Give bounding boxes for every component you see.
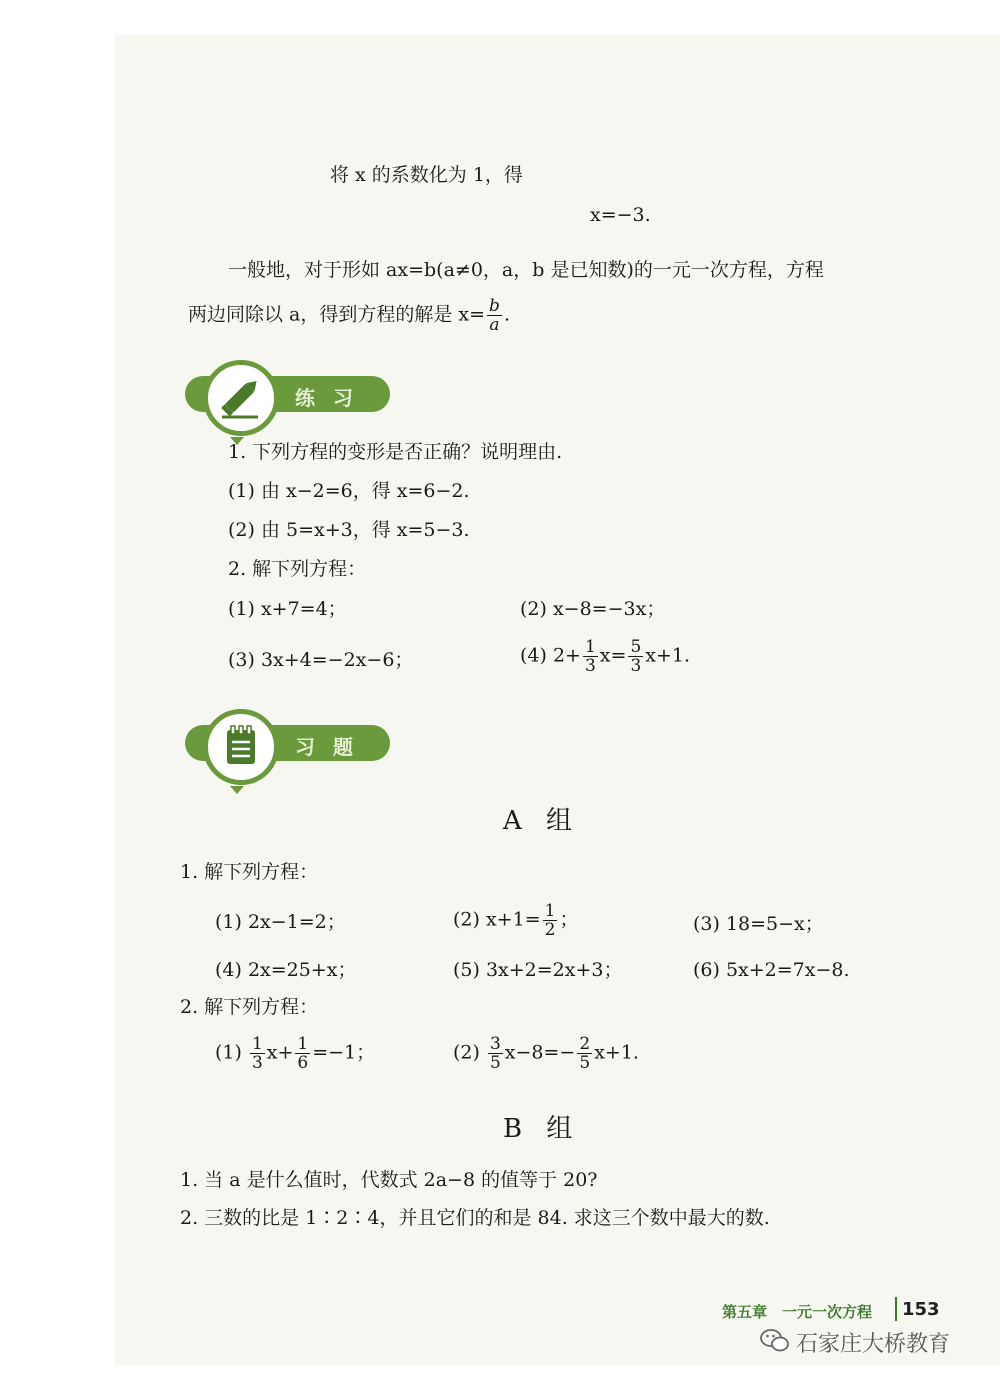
notepad-icon [208,714,274,780]
solution-line: x=−3. [590,204,651,226]
wechat-icon [760,1328,790,1354]
exercises-icon-circle [203,709,279,785]
fraction: $\frac{1}{2}$ [544,901,556,940]
fraction: $\frac{3}{5}$ [489,1034,501,1073]
practice-q1: 1. 下列方程的变形是否正确？说明理由. [228,441,563,463]
fraction-b-over-a: $\frac{b}{a}$ [489,296,500,335]
a1-item4: (4) 2x=25+x； [215,959,357,981]
a1-item2: (2) x+1= $\frac{1}{2}$ ； [453,901,579,940]
practice-title: 练习 [295,386,371,410]
a2-item2: (2) $\frac{3}{5}$ x−8=− $\frac{2}{5}$ x+1. [453,1034,639,1073]
b1-question: 1. 当 a 是什么值时，代数式 2a−8 的值等于 20? [180,1169,598,1191]
a1-item6: (6) 5x+2=7x−8. [693,959,850,981]
practice-q1a: (1) 由 x−2=6，得 x=6−2. [228,480,470,502]
coefficient-line: 将 x 的系数化为 1，得 [330,164,523,186]
fraction: $\frac{2}{5}$ [579,1034,591,1073]
practice-q1b: (2) 由 5=x+3，得 x=5−3. [228,519,470,541]
pencil-icon [208,365,274,431]
practice-q2c: (3) 3x+4=−2x−6； [228,649,414,671]
fraction: $\frac{5}{3}$ [630,637,642,676]
a2-question: 2. 解下列方程： [180,996,319,1018]
a2-item1: (1) $\frac{1}{3}$ x+ $\frac{1}{6}$ =−1； [215,1034,376,1073]
practice-q2b: (2) x−8=−3x； [520,598,666,620]
fraction: $\frac{1}{3}$ [584,637,596,676]
exercises-title: 习题 [295,735,371,759]
watermark-text: 石家庄大桥教育 [796,1332,951,1357]
group-a-heading: A 组 [503,806,581,836]
practice-q2a: (1) x+7=4； [228,598,347,620]
a1-item5: (5) 3x+2=2x+3； [453,959,623,981]
textbook-page [115,35,1000,1365]
footer-divider [895,1297,897,1321]
para-text: 两边同除以 a，得到方程的解是 x= [188,303,486,326]
a1-question: 1. 解下列方程： [180,861,319,883]
fraction: $\frac{1}{6}$ [297,1034,309,1073]
fraction: $\frac{1}{3}$ [251,1034,263,1073]
exercises-arrow [230,786,244,794]
page-number: 153 [902,1299,940,1320]
a1-item3: (3) 18=5−x； [693,913,824,935]
practice-q2: 2. 解下列方程： [228,558,367,580]
group-b-heading: B 组 [503,1114,581,1144]
practice-q2d: (4) 2+ $\frac{1}{3}$ x= $\frac{5}{3}$ x+1. [520,637,691,676]
b2-question: 2. 三数的比是 1∶2∶4，并且它们的和是 84. 求这三个数中最大的数. [180,1207,770,1229]
a1-item1: (1) 2x−1=2； [215,911,346,933]
practice-icon-circle [203,360,279,436]
chapter-footer: 第五章 一元一次方程 [722,1303,873,1321]
general-paragraph-line1: 一般地，对于形如 ax=b(a≠0，a，b 是已知数)的一元一次方程，方程 [228,259,824,281]
general-paragraph-line2: 两边同除以 a，得到方程的解是 x= $\frac{b}{a}$ . [188,296,510,335]
